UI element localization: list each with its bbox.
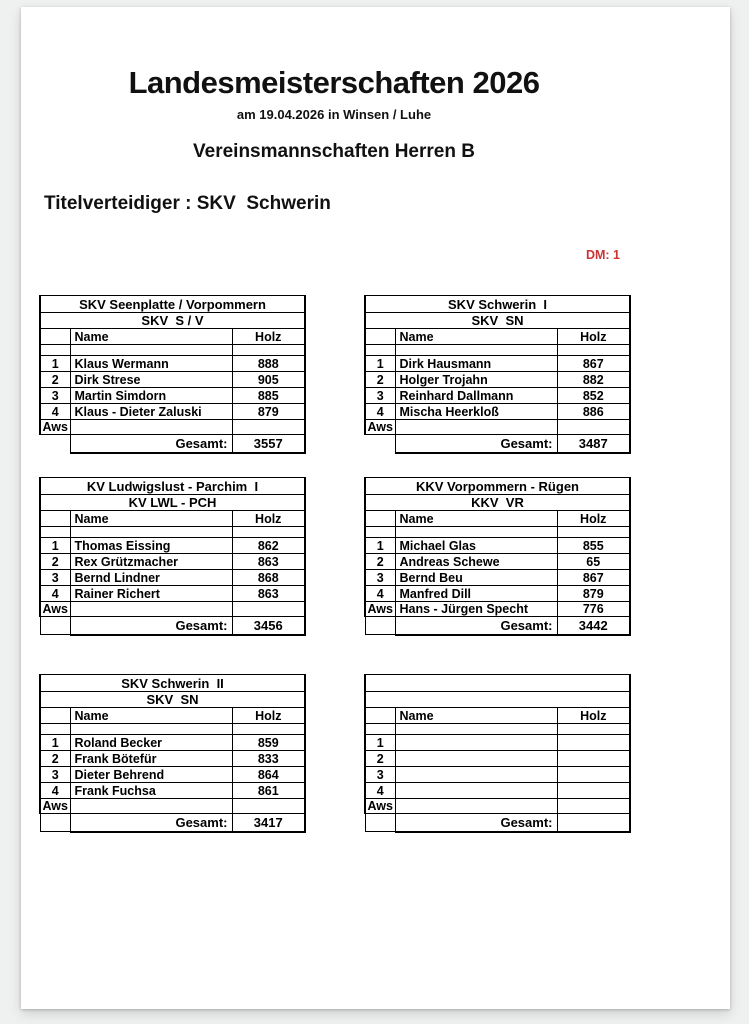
player-name-cell: Bernd Lindner [70,570,232,586]
gesamt-total-cell: 3557 [232,435,305,453]
holz-cell: 868 [232,570,305,586]
team-result-table [39,674,306,833]
rank-cell: 4 [365,404,395,420]
holz-cell: 833 [232,751,305,767]
team-result-table [364,477,631,636]
rank-cell: 2 [40,751,70,767]
blank-cell [557,527,630,538]
aws-label-cell: Aws [365,420,395,435]
holz-cell: 886 [557,404,630,420]
player-name-cell: Frank Bötefür [70,751,232,767]
holz-cell: 859 [232,735,305,751]
gesamt-label-cell: Gesamt: [70,435,232,453]
holz-cell: 888 [232,356,305,372]
rank-cell: 3 [365,767,395,783]
holz-cell: 879 [232,404,305,420]
gesamt-total-cell: 3487 [557,435,630,453]
holz-cell: 863 [232,586,305,602]
rank-cell: 3 [40,570,70,586]
team-result-table [39,477,306,636]
rank-cell: 3 [40,388,70,404]
holz-column-header: Holz [557,708,630,724]
aws-holz-cell: 776 [557,602,630,617]
player-name-cell: Roland Becker [70,735,232,751]
team-table-slot [39,674,304,833]
team-table-slot [39,477,304,636]
holz-cell: 65 [557,554,630,570]
holz-cell: 885 [232,388,305,404]
aws-holz-cell [557,799,630,814]
table-title: KKV Vorpommern - Rügen [365,478,630,495]
rank-header-cell [365,708,395,724]
holz-column-header: Holz [232,511,305,527]
rank-cell: 2 [40,372,70,388]
team-table-slot [39,295,304,454]
player-name-cell: Klaus Wermann [70,356,232,372]
rank-cell: 4 [40,783,70,799]
holz-column-header: Holz [232,329,305,345]
player-name-cell: Dirk Strese [70,372,232,388]
holz-cell [557,783,630,799]
team-table-slot [364,674,629,833]
blank-cell [557,724,630,735]
table-subtitle: SKV SN [40,692,305,708]
player-name-cell: Klaus - Dieter Zaluski [70,404,232,420]
name-column-header: Name [70,511,232,527]
player-name-cell: Bernd Beu [395,570,557,586]
holz-cell: 864 [232,767,305,783]
rank-cell: 1 [365,356,395,372]
rank-cell: 2 [365,751,395,767]
holz-cell [557,751,630,767]
holz-cell: 905 [232,372,305,388]
rank-cell: 4 [365,586,395,602]
rank-cell: 3 [365,570,395,586]
gesamt-label-cell: Gesamt: [395,617,557,635]
blank-cell [40,345,70,356]
rank-cell: 2 [365,372,395,388]
name-column-header: Name [395,511,557,527]
aws-holz-cell [232,799,305,814]
player-name-cell [395,783,557,799]
blank-cell [365,724,395,735]
blank-cell [70,724,232,735]
aws-name-cell [395,799,557,814]
player-name-cell: Rex Grützmacher [70,554,232,570]
table-title: SKV Schwerin II [40,675,305,692]
rank-cell: 4 [365,783,395,799]
rank-cell: 3 [40,767,70,783]
rank-header-cell [40,511,70,527]
gesamt-spacer-cell [40,617,70,635]
aws-label-cell: Aws [40,799,70,814]
aws-holz-cell [232,420,305,435]
table-title: SKV Seenplatte / Vorpommern [40,296,305,313]
blank-cell [232,527,305,538]
holz-cell: 862 [232,538,305,554]
team-result-table [364,674,631,833]
blank-cell [232,345,305,356]
team-result-table [364,295,631,454]
holz-cell [557,767,630,783]
gesamt-label-cell: Gesamt: [70,617,232,635]
aws-name-cell [70,799,232,814]
aws-holz-cell [557,420,630,435]
rank-cell: 1 [40,538,70,554]
blank-cell [232,724,305,735]
page-content [39,7,629,1009]
holz-column-header: Holz [232,708,305,724]
gesamt-spacer-cell [40,435,70,453]
gesamt-label-cell: Gesamt: [395,814,557,832]
aws-name-cell: Hans - Jürgen Specht [395,602,557,617]
page-title: Landesmeisterschaften 2026 [128,65,540,100]
table-subtitle: KKV VR [365,495,630,511]
player-name-cell [395,767,557,783]
holz-cell: 863 [232,554,305,570]
gesamt-label-cell: Gesamt: [395,435,557,453]
player-name-cell: Thomas Eissing [70,538,232,554]
blank-cell [395,527,557,538]
player-name-cell: Andreas Schewe [395,554,557,570]
rank-cell: 4 [40,586,70,602]
aws-holz-cell [232,602,305,617]
player-name-cell: Dirk Hausmann [395,356,557,372]
team-result-table [39,295,306,454]
dm-badge: DM: 1 [585,248,620,262]
rank-cell: 2 [365,554,395,570]
player-name-cell: Dieter Behrend [70,767,232,783]
table-subtitle [365,692,630,708]
aws-label-cell: Aws [40,420,70,435]
rank-cell: 4 [40,404,70,420]
blank-cell [70,527,232,538]
table-subtitle: KV LWL - PCH [40,495,305,511]
player-name-cell: Rainer Richert [70,586,232,602]
gesamt-spacer-cell [365,617,395,635]
player-name-cell: Frank Fuchsa [70,783,232,799]
blank-cell [395,345,557,356]
holz-cell: 861 [232,783,305,799]
player-name-cell: Martin Simdorn [70,388,232,404]
table-title [365,675,630,692]
holz-cell: 867 [557,570,630,586]
rank-cell: 1 [365,735,395,751]
holz-cell: 867 [557,356,630,372]
rank-cell: 1 [40,735,70,751]
holz-cell: 882 [557,372,630,388]
player-name-cell: Manfred Dill [395,586,557,602]
aws-label-cell: Aws [365,799,395,814]
gesamt-spacer-cell [365,435,395,453]
table-subtitle: SKV SN [365,313,630,329]
rank-header-cell [40,708,70,724]
name-column-header: Name [70,708,232,724]
table-title: KV Ludwigslust - Parchim I [40,478,305,495]
event-date-line: am 19.04.2026 in Winsen / Luhe [236,107,432,122]
holz-cell [557,735,630,751]
title-defender-line: Titelverteidiger : SKV Schwerin [44,193,331,214]
table-title: SKV Schwerin I [365,296,630,313]
name-column-header: Name [70,329,232,345]
rank-header-cell [365,329,395,345]
team-table-slot [364,477,629,636]
holz-column-header: Holz [557,511,630,527]
blank-cell [40,527,70,538]
gesamt-spacer-cell [40,814,70,832]
rank-cell: 3 [365,388,395,404]
gesamt-total-cell: 3417 [232,814,305,832]
blank-cell [365,345,395,356]
aws-name-cell [70,420,232,435]
player-name-cell [395,735,557,751]
aws-label-cell: Aws [365,602,395,617]
competition-category: Vereinsmannschaften Herren B [193,141,475,162]
name-column-header: Name [395,708,557,724]
rank-header-cell [40,329,70,345]
blank-cell [40,724,70,735]
player-name-cell: Holger Trojahn [395,372,557,388]
rank-header-cell [365,511,395,527]
holz-cell: 855 [557,538,630,554]
table-subtitle: SKV S / V [40,313,305,329]
gesamt-total-cell [557,814,630,832]
gesamt-spacer-cell [365,814,395,832]
aws-name-cell [395,420,557,435]
name-column-header: Name [395,329,557,345]
player-name-cell: Michael Glas [395,538,557,554]
blank-cell [365,527,395,538]
gesamt-label-cell: Gesamt: [70,814,232,832]
aws-name-cell [70,602,232,617]
gesamt-total-cell: 3456 [232,617,305,635]
team-table-slot [364,295,629,454]
holz-column-header: Holz [557,329,630,345]
rank-cell: 1 [40,356,70,372]
holz-cell: 852 [557,388,630,404]
player-name-cell: Mischa Heerkloß [395,404,557,420]
aws-label-cell: Aws [40,602,70,617]
player-name-cell: Reinhard Dallmann [395,388,557,404]
rank-cell: 1 [365,538,395,554]
blank-cell [557,345,630,356]
holz-cell: 879 [557,586,630,602]
blank-cell [395,724,557,735]
rank-cell: 2 [40,554,70,570]
document-page [21,7,730,1009]
player-name-cell [395,751,557,767]
gesamt-total-cell: 3442 [557,617,630,635]
blank-cell [70,345,232,356]
